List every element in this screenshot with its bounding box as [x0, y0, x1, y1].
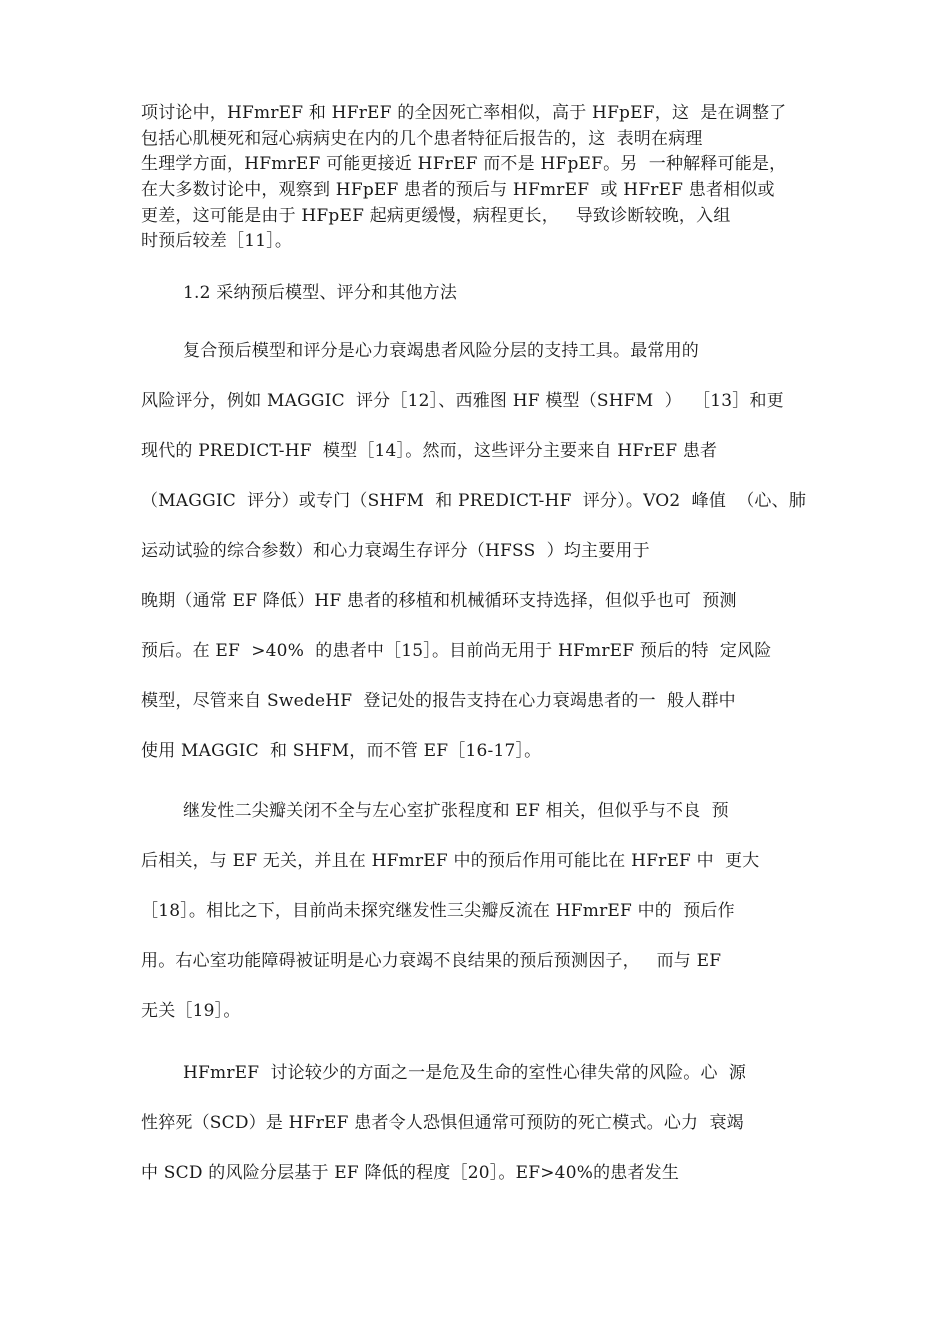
text-line: 项讨论中，HFmrEF 和 HFrEF 的全因死亡率相似，高于 HFpEF，这 是在调整了 [141, 103, 787, 123]
section-heading: 1.2 采纳预后模型、评分和其他方法 [183, 283, 458, 303]
text-line: 时预后较差［11］。 [141, 231, 293, 252]
text-line: 运动试验的综合参数）和心力衰竭生存评分（HFSS ）均主要用于 [141, 541, 650, 561]
text-line: 使用 MAGGIC 和 SHFM，而不管 EF［16-17］。 [141, 741, 542, 761]
text-line: （MAGGIC 评分）或专门（SHFM 和 PREDICT-HF 评分）。VO2 峰值 （心、肺 [141, 491, 807, 511]
text-line: 预后。在 EF >40% 的患者中［15］。目前尚无用于 HFmrEF 预后的特 定风险 [141, 641, 772, 661]
text-line: 用。右心室功能障碍被证明是心力衰竭不良结果的预后预测因子， 而与 EF [141, 951, 722, 971]
text-line: 现代的 PREDICT-HF 模型［14］。然而，这些评分主要来自 HFrEF 患者 [141, 441, 718, 461]
paragraph-sudden-cardiac-death [141, 1048, 821, 1198]
text-line: 继发性二尖瓣关闭不全与左心室扩张程度和 EF 相关，但似乎与不良 预 [183, 801, 729, 821]
paragraph-prognostic-models [141, 326, 821, 776]
text-line: 生理学方面，HFmrEF 可能更接近 HFrEF 而不是 HFpEF。另 一种解释可能是， [141, 154, 787, 175]
text-line: 复合预后模型和评分是心力衰竭患者风险分层的支持工具。最常用的 [183, 341, 699, 361]
text-line: 后相关，与 EF 无关，并且在 HFmrEF 中的预后作用可能比在 HFrEF 中 更大 [141, 851, 760, 871]
text-line: 模型，尽管来自 SwedeHF 登记处的报告支持在心力衰竭患者的一 般人群中 [141, 691, 736, 711]
intro-paragraph [141, 101, 821, 255]
text-line: ［18］。相比之下，目前尚未探究继发性三尖瓣反流在 HFmrEF 中的 预后作 [141, 901, 735, 921]
text-line: HFmrEF 讨论较少的方面之一是危及生命的室性心律失常的风险。心 源 [183, 1063, 747, 1083]
text-line: 中 SCD 的风险分层基于 EF 降低的程度［20］。EF>40%的患者发生 [141, 1163, 680, 1183]
text-line: 在大多数讨论中，观察到 HFpEF 患者的预后与 HFmrEF 或 HFrEF 患者相似或 [141, 180, 775, 201]
text-line: 更差，这可能是由于 HFpEF 起病更缓慢，病程更长， 导致诊断较晚，入组 [141, 205, 731, 226]
text-line: 无关［19］。 [141, 1001, 241, 1021]
text-line: 性猝死（SCD）是 HFrEF 患者令人恐惧但通常可预防的死亡模式。心力 衰竭 [141, 1113, 744, 1133]
text-line: 晚期（通常 EF 降低）HF 患者的移植和机械循环支持选择，但似乎也可 预测 [141, 591, 737, 611]
text-line: 包括心肌梗死和冠心病病史在内的几个患者特征后报告的，这 表明在病理 [141, 128, 703, 149]
paragraph-valve-regurgitation [141, 786, 821, 1036]
text-line: 风险评分，例如 MAGGIC 评分［12］、西雅图 HF 模型（SHFM ） ［13］和更 [141, 391, 784, 411]
